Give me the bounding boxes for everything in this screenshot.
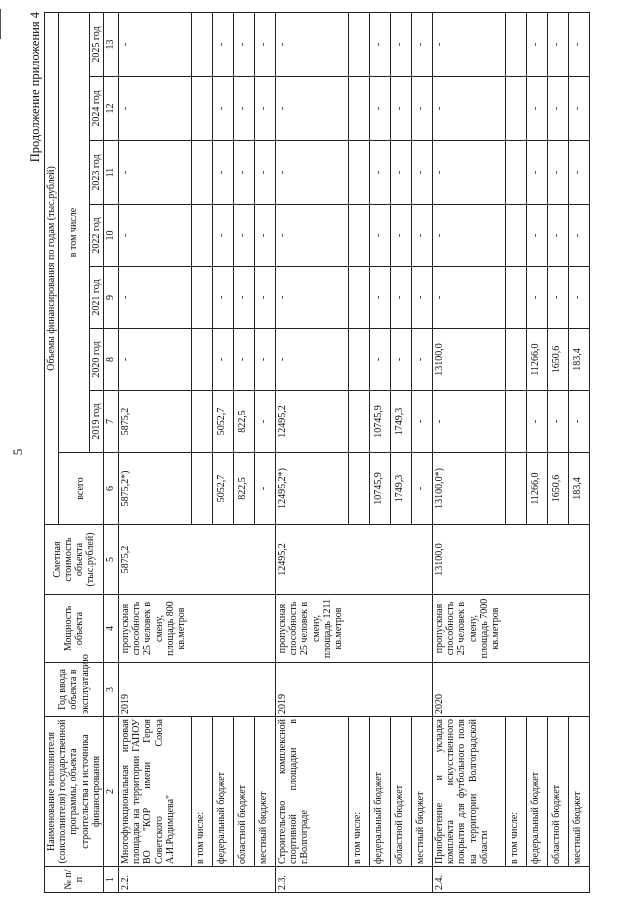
- funding-source-year-value: -: [547, 141, 568, 205]
- funding-source-year-value: -: [526, 267, 547, 329]
- funding-year-value: -: [118, 329, 191, 391]
- table-row: [432, 13, 505, 893]
- column-index-4: 5: [103, 525, 118, 595]
- funding-source-year-value: -: [411, 391, 432, 453]
- funding-source-year-value: -: [526, 205, 547, 267]
- scan-mark-line: [0, 9, 1, 39]
- funding-source-label: федеральный бюджет: [212, 717, 233, 867]
- funding-source-year-value: -: [233, 267, 254, 329]
- funding-source-total: 11266,0: [526, 453, 547, 525]
- column-index-6: 7: [103, 391, 118, 453]
- table-subrow: [254, 13, 275, 893]
- column-index-8: 9: [103, 267, 118, 329]
- table-subrow: [369, 13, 390, 893]
- funding-source-total: 183,4: [568, 453, 589, 525]
- funding-source-label: областной бюджет: [547, 717, 568, 867]
- funding-source-year-value: -: [568, 13, 589, 77]
- continuation-note: Продолжение приложения 4: [28, 12, 42, 163]
- funding-source-year-value: [348, 141, 369, 205]
- header-year-6: 2025 год: [89, 13, 103, 77]
- page-number: 5: [10, 448, 25, 456]
- funding-source-year-value: -: [390, 205, 411, 267]
- funding-source-year-value: -: [568, 77, 589, 141]
- funding-source-label: федеральный бюджет: [369, 717, 390, 867]
- funding-source-year-value: -: [568, 391, 589, 453]
- table-row: [275, 13, 348, 893]
- funding-source-label: в том числе:: [348, 717, 369, 867]
- funding-source-year-value: -: [411, 77, 432, 141]
- funding-year-value: -: [432, 13, 505, 77]
- funding-source-year-value: -: [254, 13, 275, 77]
- table-subrow: [233, 13, 254, 893]
- funding-source-year-value: -: [254, 205, 275, 267]
- object-capacity: пропускная способность 25 человек в смену, площадь 800 кв.метров: [118, 595, 275, 663]
- funding-source-year-value: -: [526, 141, 547, 205]
- funding-source-year-value: -: [212, 205, 233, 267]
- funding-source-total: [505, 453, 526, 525]
- funding-year-value: -: [432, 141, 505, 205]
- table-subrow: [390, 13, 411, 893]
- estimated-cost: 12495,2: [275, 525, 432, 595]
- funding-year-value: -: [118, 141, 191, 205]
- funding-source-label: местный бюджет: [254, 717, 275, 867]
- funding-source-year-value: -: [212, 77, 233, 141]
- funding-source-year-value: -: [369, 13, 390, 77]
- table-subrow: [411, 13, 432, 893]
- column-index-0: 1: [103, 867, 118, 893]
- funding-year-value: -: [275, 77, 348, 141]
- funding-source-total: 1650,6: [547, 453, 568, 525]
- funding-source-total: -: [411, 453, 432, 525]
- column-index-10: 11: [103, 141, 118, 205]
- funding-source-year-value: -: [568, 267, 589, 329]
- column-index-5: 6: [103, 453, 118, 525]
- funding-source-year-value: -: [369, 205, 390, 267]
- funding-source-year-value: [505, 77, 526, 141]
- funding-year-value: -: [432, 267, 505, 329]
- funding-year-value: -: [275, 141, 348, 205]
- funding-year-value: -: [432, 205, 505, 267]
- header-year-2: 2021 год: [89, 267, 103, 329]
- column-index-9: 10: [103, 205, 118, 267]
- funding-source-year-value: -: [212, 329, 233, 391]
- funding-year-value: 13100,0: [432, 329, 505, 391]
- header-capacity: Мощность объекта: [45, 595, 104, 663]
- funding-source-label: в том числе:: [191, 717, 212, 867]
- header-year: Год ввода объекта в эксплуатацию: [45, 663, 104, 717]
- funding-source-year-value: -: [233, 13, 254, 77]
- header-year-5: 2024 год: [89, 77, 103, 141]
- object-capacity: пропускная способность 25 человек в смену, площадь 7000 кв.метров: [432, 595, 589, 663]
- funding-source-year-value: -: [233, 141, 254, 205]
- funding-year-value: -: [118, 267, 191, 329]
- funding-source-year-value: -: [254, 77, 275, 141]
- funding-source-total: [191, 453, 212, 525]
- header-cost: Сметная стоимость объекта (тыс.рублей): [45, 525, 104, 595]
- object-name: Строительство комплексной спортивной площадки в г.Волгограде: [275, 717, 348, 867]
- funding-source-year-value: -: [411, 141, 432, 205]
- column-index-row: [103, 13, 118, 893]
- funding-source-label: областной бюджет: [390, 717, 411, 867]
- funding-source-year-value: [505, 205, 526, 267]
- funding-source-year-value: -: [547, 13, 568, 77]
- funding-source-year-value: -: [390, 141, 411, 205]
- column-index-11: 12: [103, 77, 118, 141]
- object-name: Многофункциональная игровая площадка на территории ГАПОУ ВО "КОР имени Героя Советского Союза А.И.Родимцева": [118, 717, 191, 867]
- funding-source-year-value: -: [526, 77, 547, 141]
- funding-source-year-value: -: [254, 329, 275, 391]
- funding-source-year-value: [348, 13, 369, 77]
- funding-source-year-value: [191, 141, 212, 205]
- funding-source-total: 5052,7: [212, 453, 233, 525]
- funding-source-year-value: [191, 391, 212, 453]
- funding-source-year-value: 5052,7: [212, 391, 233, 453]
- estimated-cost: 13100,0: [432, 525, 589, 595]
- funding-source-year-value: [505, 329, 526, 391]
- funding-table: [44, 12, 590, 893]
- funding-source-label: областной бюджет: [233, 717, 254, 867]
- funding-source-year-value: -: [369, 141, 390, 205]
- funding-source-year-value: -: [254, 267, 275, 329]
- funding-source-year-value: [348, 267, 369, 329]
- funding-year-value: -: [118, 205, 191, 267]
- funding-source-year-value: -: [212, 267, 233, 329]
- header-year-1: 2020 год: [89, 329, 103, 391]
- funding-source-year-value: -: [233, 77, 254, 141]
- funding-source-year-value: [505, 13, 526, 77]
- table-row: [118, 13, 191, 893]
- funding-source-year-value: [348, 77, 369, 141]
- funding-year-value: 5875,2: [118, 391, 191, 453]
- funding-total: 12495,2*): [275, 453, 348, 525]
- funding-source-year-value: 822,5: [233, 391, 254, 453]
- table-subrow: [212, 13, 233, 893]
- funding-source-year-value: [191, 329, 212, 391]
- table-body: [118, 13, 589, 893]
- funding-year-value: -: [432, 77, 505, 141]
- funding-source-year-value: -: [411, 205, 432, 267]
- funding-source-year-value: -: [526, 391, 547, 453]
- funding-source-year-value: [191, 13, 212, 77]
- funding-source-year-value: -: [411, 267, 432, 329]
- funding-source-year-value: [505, 267, 526, 329]
- funding-source-total: -: [254, 453, 275, 525]
- funding-source-year-value: -: [233, 329, 254, 391]
- funding-source-year-value: -: [526, 13, 547, 77]
- estimated-cost: 5875,2: [118, 525, 275, 595]
- funding-year-value: -: [118, 77, 191, 141]
- funding-source-year-value: -: [369, 77, 390, 141]
- funding-source-year-value: -: [254, 141, 275, 205]
- funding-year-value: -: [275, 329, 348, 391]
- funding-source-year-value: 1650,6: [547, 329, 568, 391]
- funding-source-year-value: -: [254, 391, 275, 453]
- funding-source-label: в том числе:: [505, 717, 526, 867]
- funding-source-label: местный бюджет: [568, 717, 589, 867]
- table-subrow: [526, 13, 547, 893]
- header-total: всего: [59, 453, 104, 525]
- funding-source-year-value: -: [411, 329, 432, 391]
- funding-source-total: [348, 453, 369, 525]
- funding-source-year-value: [191, 77, 212, 141]
- funding-source-total: 10745,9: [369, 453, 390, 525]
- column-index-3: 4: [103, 595, 118, 663]
- funding-year-value: -: [275, 267, 348, 329]
- funding-source-year-value: -: [390, 77, 411, 141]
- funding-year-value: -: [432, 391, 505, 453]
- column-index-7: 8: [103, 329, 118, 391]
- commission-year: 2019: [118, 663, 275, 717]
- funding-source-label: местный бюджет: [411, 717, 432, 867]
- header-year-4: 2023 год: [89, 141, 103, 205]
- funding-source-year-value: [505, 391, 526, 453]
- header-num: № п/п: [45, 867, 104, 893]
- funding-source-year-value: 10745,9: [369, 391, 390, 453]
- column-index-2: 3: [103, 663, 118, 717]
- row-number: 2.2.: [118, 867, 275, 893]
- funding-source-year-value: -: [369, 267, 390, 329]
- funding-total: 13100,0*): [432, 453, 505, 525]
- funding-source-year-value: -: [568, 141, 589, 205]
- funding-source-total: 1749,3: [390, 453, 411, 525]
- funding-source-year-value: -: [212, 141, 233, 205]
- column-index-12: 13: [103, 13, 118, 77]
- row-number: 2.3.: [275, 867, 432, 893]
- funding-source-year-value: -: [390, 267, 411, 329]
- commission-year: 2020: [432, 663, 589, 717]
- funding-source-year-value: -: [568, 205, 589, 267]
- funding-source-total: 822,5: [233, 453, 254, 525]
- funding-source-year-value: -: [411, 13, 432, 77]
- table-subrow: [191, 13, 212, 893]
- table-subrow: [568, 13, 589, 893]
- header-year-3: 2022 год: [89, 205, 103, 267]
- funding-source-year-value: [348, 329, 369, 391]
- funding-source-year-value: 1749,3: [390, 391, 411, 453]
- object-capacity: пропускная способность 25 человек в смену, площадь 1211 кв.метров: [275, 595, 432, 663]
- funding-source-year-value: -: [547, 391, 568, 453]
- funding-source-year-value: -: [547, 267, 568, 329]
- table-header: [45, 13, 119, 893]
- funding-source-year-value: [505, 141, 526, 205]
- funding-source-year-value: [191, 205, 212, 267]
- commission-year: 2019: [275, 663, 432, 717]
- funding-total: 5875,2*): [118, 453, 191, 525]
- table-subrow: [505, 13, 526, 893]
- column-index-1: 2: [103, 717, 118, 867]
- funding-source-year-value: -: [212, 13, 233, 77]
- funding-source-year-value: [191, 267, 212, 329]
- funding-year-value: -: [275, 205, 348, 267]
- funding-year-value: -: [275, 13, 348, 77]
- header-name: Наименование исполнителя (соисполнителя) государственной программы, объекта строительства и источника финансирования: [45, 717, 104, 867]
- object-name: Приобретение и укладка комплекта искусственного покрытия для футбольного поля на территории Волгоградской области: [432, 717, 505, 867]
- header-year-0: 2019 год: [89, 391, 103, 453]
- funding-source-year-value: -: [390, 13, 411, 77]
- row-number: 2.4.: [432, 867, 589, 893]
- funding-year-value: 12495,2: [275, 391, 348, 453]
- funding-year-value: -: [118, 13, 191, 77]
- funding-source-year-value: 183,4: [568, 329, 589, 391]
- funding-source-year-value: -: [390, 329, 411, 391]
- funding-source-year-value: [348, 391, 369, 453]
- header-funding: Объемы финансирования по годам (тыс.рублей): [45, 13, 59, 525]
- table-subrow: [348, 13, 369, 893]
- funding-source-year-value: -: [547, 205, 568, 267]
- funding-source-year-value: -: [369, 329, 390, 391]
- table-subrow: [547, 13, 568, 893]
- funding-source-year-value: 11266,0: [526, 329, 547, 391]
- funding-source-year-value: -: [233, 205, 254, 267]
- funding-source-label: федеральный бюджет: [526, 717, 547, 867]
- funding-source-year-value: [348, 205, 369, 267]
- header-incl: в том числе: [59, 13, 90, 453]
- funding-source-year-value: -: [547, 77, 568, 141]
